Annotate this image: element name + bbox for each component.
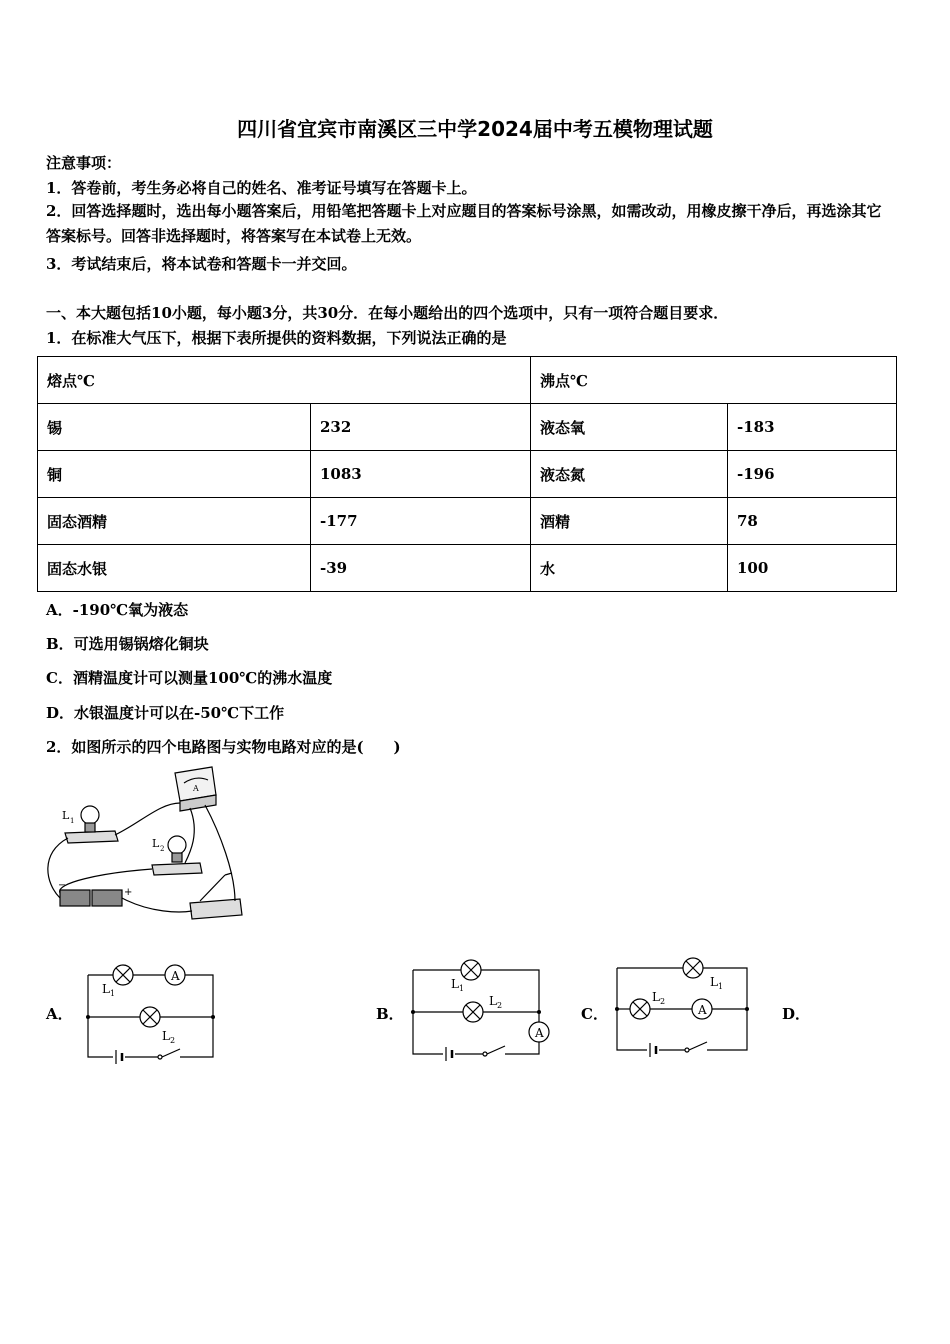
label-l2: L (652, 990, 660, 1004)
label-l2-sub: 2 (497, 1001, 503, 1010)
table-cell: -39 (311, 545, 531, 592)
label-l1: L (102, 982, 110, 996)
label-l1-sub: 1 (110, 989, 116, 998)
section-heading: 一、本大题包括10小题，每小题3分，共30分．在每小题给出的四个选项中，只有一项符合题目要求． (46, 304, 729, 322)
notice-item-2: 2．回答选择题时，选出每小题答案后，用铅笔把答题卡上对应题目的答案标号涂黑，如需改动，用橡皮擦干净后，再选涂其它答案标号。回答非选择题时，将答案写在本试卷上无效。 (46, 202, 882, 245)
header-melting-point: 熔点℃ (38, 357, 531, 404)
table-row (38, 498, 897, 545)
table-cell: 固态水银 (38, 545, 311, 592)
notice-item-3: 3．考试结束后，将本试卷和答题卡一并交回。 (46, 255, 357, 273)
fig-label-plus: + (124, 887, 133, 898)
table-cell: 固态酒精 (38, 498, 311, 545)
fig-label-minus: − (58, 880, 67, 891)
ammeter-symbol: A (698, 1003, 707, 1017)
fig-label-ammeter: A (193, 784, 199, 793)
label-l1-sub: 1 (459, 984, 465, 993)
circuit-diagram-c (612, 955, 757, 1065)
q1-option-d: D．水银温度计可以在-50℃下工作 (46, 704, 285, 722)
question-2-stem: 2．如图所示的四个电路图与实物电路对应的是( ) (46, 738, 401, 756)
table-cell: 232 (311, 404, 531, 451)
notice-item-1: 1．答卷前，考生务必将自己的姓名、准考证号填写在答题卡上。 (46, 179, 477, 197)
circuit-diagram-a (80, 960, 220, 1065)
question-1-stem: 1．在标准大气压下，根据下表所提供的资料数据，下列说法正确的是 (46, 329, 507, 347)
fig-label-l2: L (152, 837, 160, 850)
header-boiling-point: 沸点℃ (531, 357, 897, 404)
table-cell: -183 (728, 404, 897, 451)
table-row (38, 404, 897, 451)
q1-option-b: B．可选用锡锅熔化铜块 (46, 635, 209, 653)
table-cell: 100 (728, 545, 897, 592)
fig-label-l1-sub: 1 (70, 817, 75, 825)
table-cell: 铜 (38, 451, 311, 498)
table-header-row (38, 357, 897, 404)
table-cell: 78 (728, 498, 897, 545)
ammeter-symbol: A (535, 1026, 544, 1040)
fig-label-l1: L (62, 809, 70, 822)
physical-circuit-figure (40, 763, 260, 933)
fig-label-l2-sub: 2 (160, 845, 165, 853)
label-l1: L (710, 975, 718, 989)
table-cell: 1083 (311, 451, 531, 498)
table-cell: -177 (311, 498, 531, 545)
label-l2-sub: 2 (660, 997, 666, 1006)
table-cell: 液态氮 (531, 451, 728, 498)
label-l2: L (489, 994, 497, 1008)
q2-option-d-label: D． (782, 1005, 811, 1023)
label-l1-sub: 1 (718, 982, 724, 991)
page-title: 四川省宜宾市南溪区三中学2024届中考五模物理试题 (237, 117, 713, 141)
table-cell: -196 (728, 451, 897, 498)
q1-option-a: A．-190℃氧为液态 (46, 601, 189, 619)
label-l2: L (162, 1029, 170, 1043)
label-l1: L (451, 977, 459, 991)
table-row (38, 451, 897, 498)
q2-option-a-label: A． (46, 1005, 73, 1023)
notice-heading: 注意事项： (46, 154, 122, 172)
label-l2-sub: 2 (170, 1036, 176, 1045)
table-cell: 液态氧 (531, 404, 728, 451)
table-row (38, 545, 897, 592)
q2-option-c-label: C． (581, 1005, 608, 1023)
table-cell: 锡 (38, 404, 311, 451)
q2-option-b-label: B． (376, 1005, 404, 1023)
table-cell: 水 (531, 545, 728, 592)
circuit-diagram-b (405, 955, 555, 1070)
data-table (37, 356, 897, 592)
ammeter-symbol: A (171, 969, 180, 983)
q1-option-c: C．酒精温度计可以测量100℃的沸水温度 (46, 669, 333, 687)
table-cell: 酒精 (531, 498, 728, 545)
